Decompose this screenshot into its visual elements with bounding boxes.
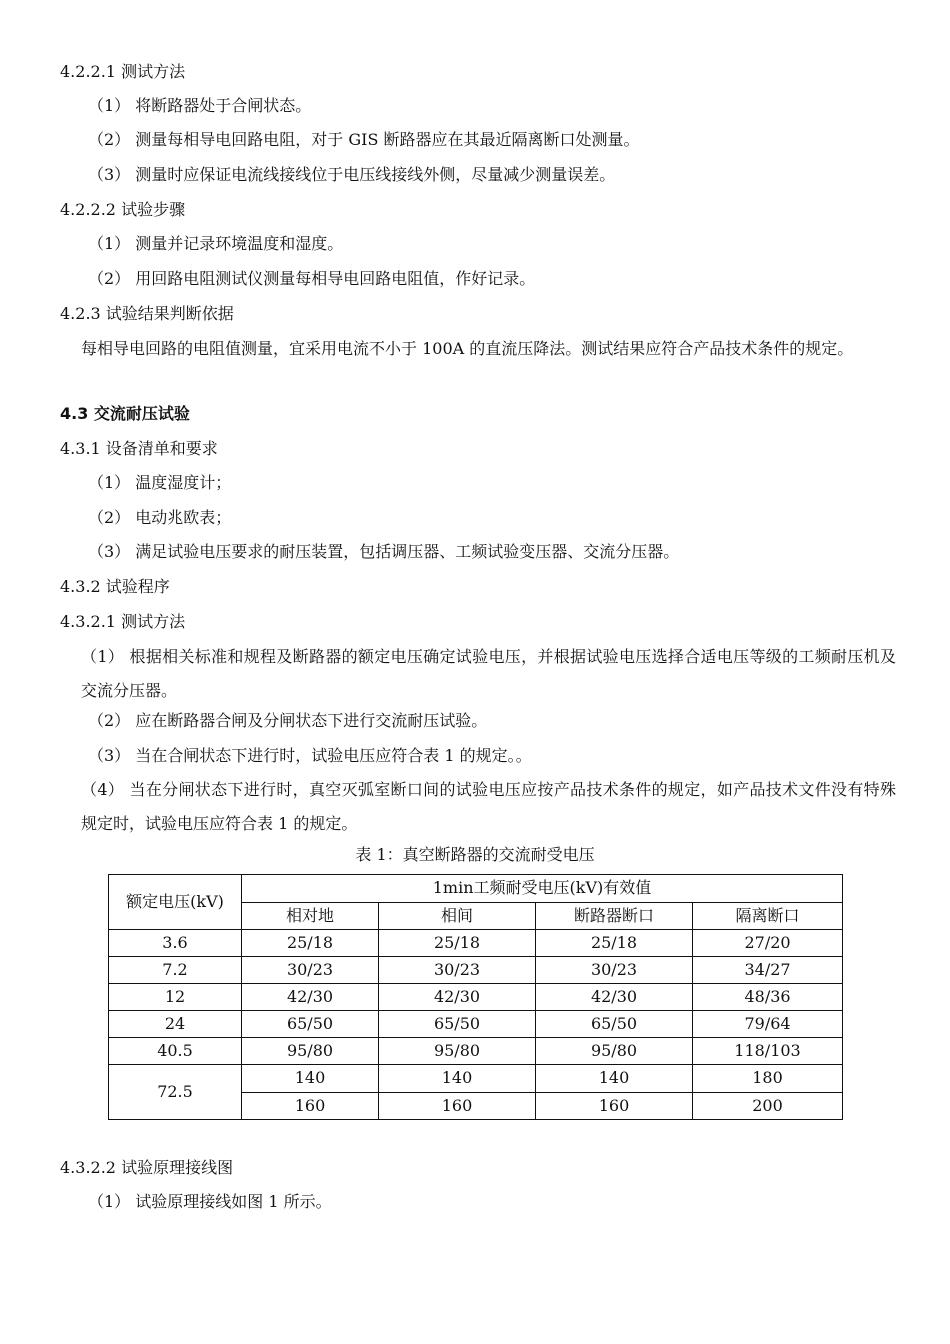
table-cell: 25/18 xyxy=(536,930,693,957)
section-4-2-3-heading: 4.2.3 试验结果判断依据 xyxy=(60,304,234,323)
header-phase-to-phase: 相间 xyxy=(379,902,536,930)
table-cell: 200 xyxy=(693,1092,843,1120)
section-4-3-2-heading: 4.3.2 试验程序 xyxy=(60,577,170,596)
table-cell: 65/50 xyxy=(379,1011,536,1038)
table-cell: 42/30 xyxy=(242,984,379,1011)
table-cell: 140 xyxy=(379,1065,536,1093)
table-cell: 65/50 xyxy=(242,1011,379,1038)
withstand-voltage-table xyxy=(108,874,843,1120)
list-item: （1） 试验原理接线如图 1 所示。 xyxy=(88,1192,332,1211)
section-4-3-2-2-heading: 4.3.2.2 试验原理接线图 xyxy=(60,1158,234,1177)
list-item: （3） 当在合闸状态下进行时，试验电压应符合表 1 的规定。。 xyxy=(88,746,532,765)
header-phase-to-ground: 相对地 xyxy=(242,902,379,930)
table-cell: 30/23 xyxy=(242,957,379,984)
list-item: （1） 根据相关标准和规程及断路器的额定电压确定试验电压，并根据试验电压选择合适电压等级的工频耐压机及交流分压器。 xyxy=(81,647,896,700)
table-caption: 表 1：真空断路器的交流耐受电压 xyxy=(355,845,595,864)
table-cell: 79/64 xyxy=(693,1011,843,1038)
list-item: （3） 测量时应保证电流线接线位于电压线接线外侧，尽量减少测量误差。 xyxy=(88,165,616,184)
table-cell: 42/30 xyxy=(379,984,536,1011)
section-4-3-2-1-heading: 4.3.2.1 测试方法 xyxy=(60,612,186,631)
table-row xyxy=(109,984,843,1011)
table-cell: 118/103 xyxy=(693,1038,843,1065)
section-4-2-2-1-heading: 4.2.2.1 测试方法 xyxy=(60,62,186,81)
header-rated-voltage: 额定电压(kV) xyxy=(109,875,242,930)
table-cell: 140 xyxy=(536,1065,693,1093)
table-cell: 42/30 xyxy=(536,984,693,1011)
list-item: （2） 用回路电阻测试仪测量每相导电回路电阻值，作好记录。 xyxy=(88,269,536,288)
table-cell: 27/20 xyxy=(693,930,843,957)
table-cell: 25/18 xyxy=(379,930,536,957)
section-4-3-1-heading: 4.3.1 设备清单和要求 xyxy=(60,439,218,458)
table-cell: 48/36 xyxy=(693,984,843,1011)
table-cell: 7.2 xyxy=(109,957,242,984)
table-cell: 180 xyxy=(693,1065,843,1093)
table-cell: 160 xyxy=(536,1092,693,1120)
table-row xyxy=(109,930,843,957)
table-cell: 30/23 xyxy=(536,957,693,984)
table-cell: 140 xyxy=(242,1065,379,1093)
list-item: （2） 电动兆欧表； xyxy=(88,508,232,527)
table-cell: 30/23 xyxy=(379,957,536,984)
table-cell: 72.5 xyxy=(109,1065,242,1120)
table-cell: 65/50 xyxy=(536,1011,693,1038)
table-row xyxy=(109,1011,843,1038)
list-item: （1） 温度湿度计； xyxy=(88,473,232,492)
list-item: （2） 应在断路器合闸及分闸状态下进行交流耐压试验。 xyxy=(88,711,488,730)
table-cell: 160 xyxy=(242,1092,379,1120)
table-cell: 25/18 xyxy=(242,930,379,957)
list-item: （1） 将断路器处于合闸状态。 xyxy=(88,96,312,115)
table-cell: 40.5 xyxy=(109,1038,242,1065)
table-cell: 95/80 xyxy=(379,1038,536,1065)
list-item: （3） 满足试验电压要求的耐压装置，包括调压器、工频试验变压器、交流分压器。 xyxy=(88,542,680,561)
list-item: （4） 当在分闸状态下进行时，真空灭弧室断口间的试验电压应按产品技术条件的规定，如产品技术文件没有特殊规定时，试验电压应符合表 1 的规定。 xyxy=(81,780,896,833)
table-cell: 95/80 xyxy=(242,1038,379,1065)
table-cell: 34/27 xyxy=(693,957,843,984)
table-cell: 160 xyxy=(379,1092,536,1120)
paragraph-resistance-criteria: 每相导电回路的电阻值测量，宜采用电流不小于 100A 的直流压降法。测试结果应符合产品技术条件的规定。 xyxy=(81,339,854,358)
table-cell: 24 xyxy=(109,1011,242,1038)
list-item: （2） 测量每相导电回路电阻，对于 GIS 断路器应在其最近隔离断口处测量。 xyxy=(88,130,640,149)
header-isolating-gap: 隔离断口 xyxy=(693,902,843,930)
list-item: （1） 测量并记录环境温度和湿度。 xyxy=(88,234,344,253)
table-row xyxy=(109,1038,843,1065)
section-4-2-2-2-heading: 4.2.2.2 试验步骤 xyxy=(60,200,186,219)
section-4-3-heading: 4.3 交流耐压试验 xyxy=(60,404,190,423)
table-row xyxy=(109,957,843,984)
table-row xyxy=(109,1065,843,1093)
table-cell: 95/80 xyxy=(536,1038,693,1065)
header-withstand-group: 1min工频耐受电压(kV)有效值 xyxy=(242,875,843,903)
table-cell: 3.6 xyxy=(109,930,242,957)
table-cell: 12 xyxy=(109,984,242,1011)
header-breaker-gap: 断路器断口 xyxy=(536,902,693,930)
